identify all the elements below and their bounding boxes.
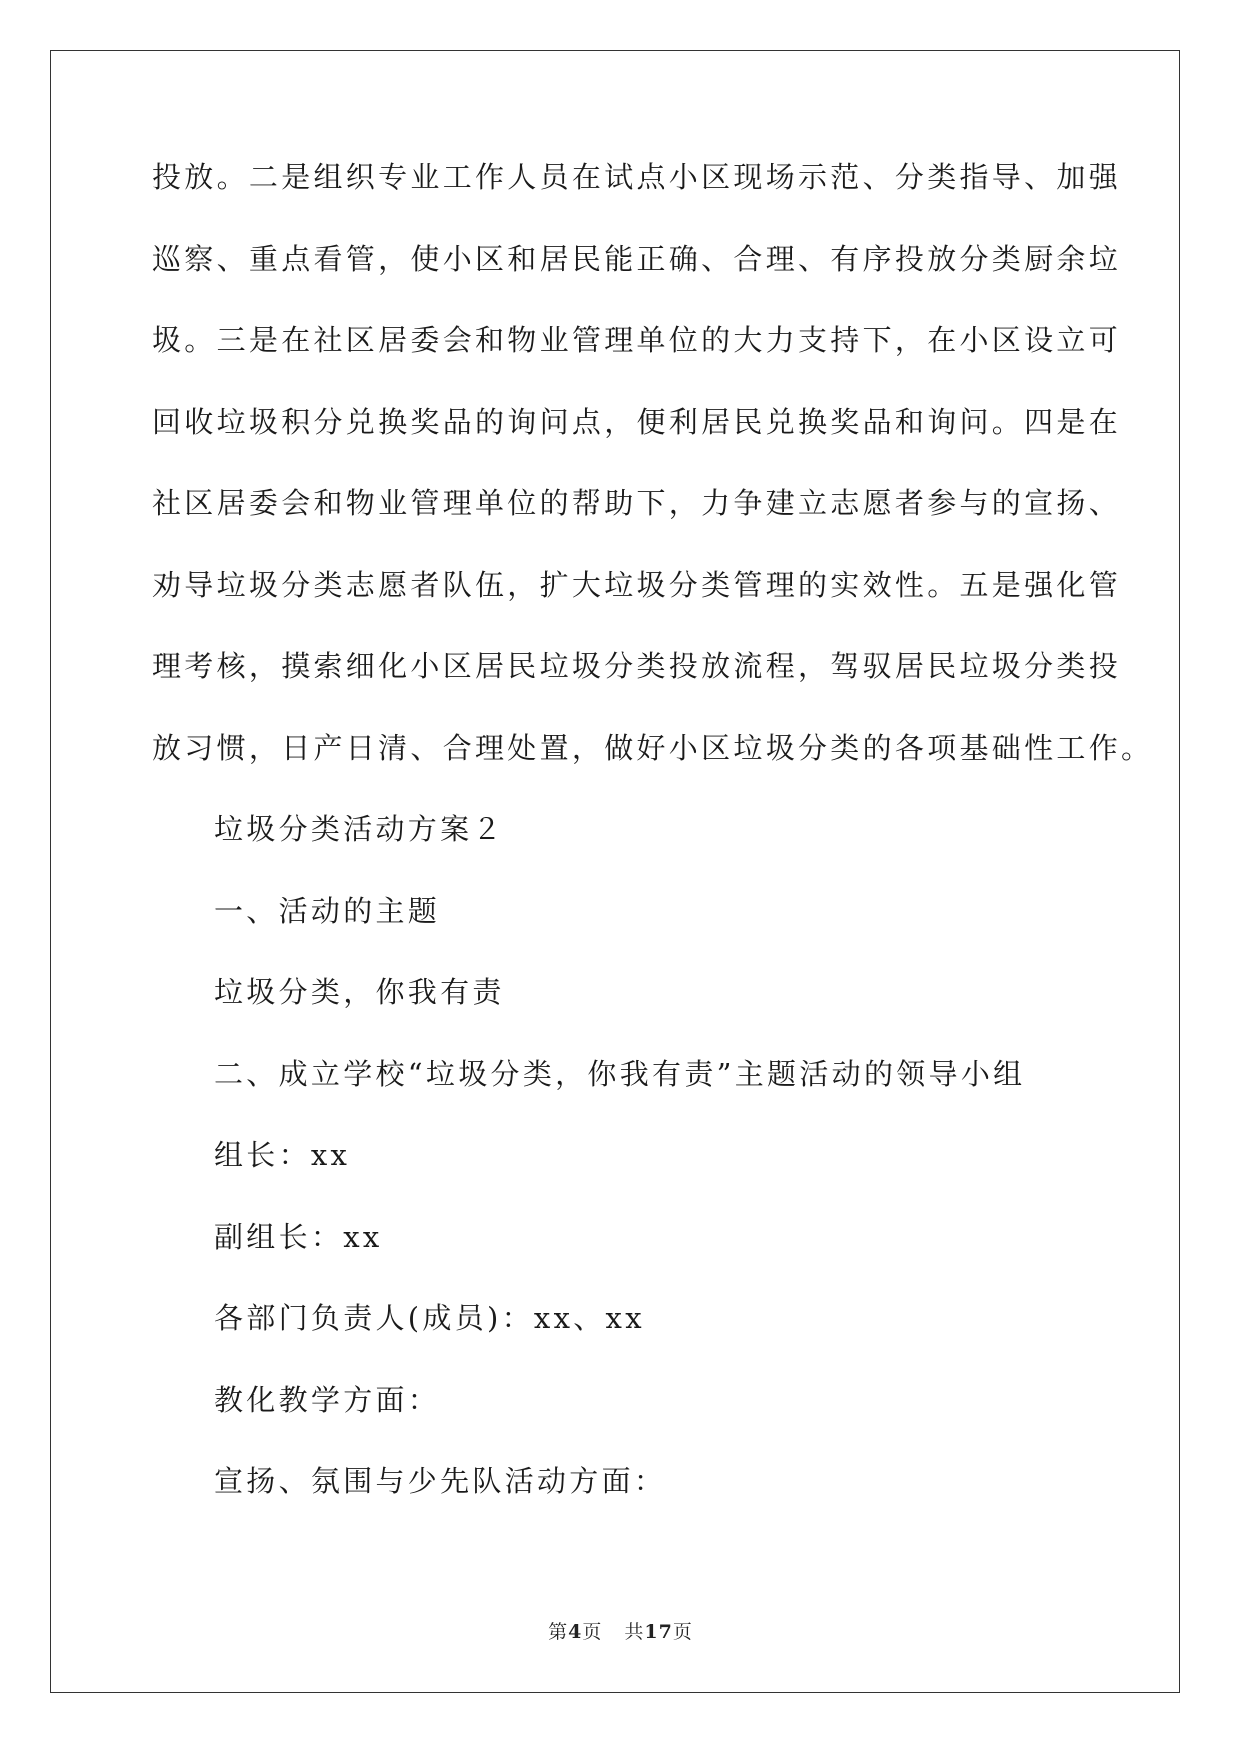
body-line-7: 理考核，摸索细化小区居民垃圾分类投放流程，驾驭居民垃圾分类投 xyxy=(152,649,1122,683)
body-line-8: 放习惯，日产日清、合理处置，做好小区垃圾分类的各项基础性工作。 xyxy=(152,730,1154,765)
footer-page-suffix: 页 xyxy=(582,1621,603,1643)
section-title: 垃圾分类活动方案２ xyxy=(214,812,505,846)
footer-total-prefix: 共 xyxy=(624,1621,645,1643)
footer-prefix: 第 xyxy=(548,1621,569,1643)
body-line-2: 巡察、重点看管，使小区和居民能正确、合理、有序投放分类厨余垃 xyxy=(152,241,1122,276)
deputy-group-leader: 副组长：xx xyxy=(214,1219,383,1254)
current-page-number: 4 xyxy=(568,1621,583,1643)
teaching-aspect: 教化教学方面： xyxy=(214,1382,441,1417)
publicity-aspect: 宣扬、氛围与少先队活动方面： xyxy=(214,1464,667,1498)
heading-theme: 一、活动的主题 xyxy=(214,893,441,928)
page-footer xyxy=(0,1617,1241,1644)
body-line-6: 劝导垃圾分类志愿者队伍，扩大垃圾分类管理的实效性。五是强化管 xyxy=(152,567,1122,602)
body-line-5: 社区居委会和物业管理单位的帮助下，力争建立志愿者参与的宣扬、 xyxy=(152,486,1122,520)
heading-leadership-group: 二、成立学校“垃圾分类，你我有责”主题活动的领导小组 xyxy=(214,1056,1026,1091)
theme-text: 垃圾分类，你我有责 xyxy=(214,975,505,1009)
group-leader: 组长：xx xyxy=(214,1138,351,1172)
body-line-4: 回收垃圾积分兑换奖品的询问点，便利居民兑换奖品和询问。四是在 xyxy=(152,404,1122,439)
document-body xyxy=(152,160,1154,1549)
body-line-1: 投放。二是组织专业工作人员在试点小区现场示范、分类指导、加强 xyxy=(152,160,1122,194)
department-members: 各部门负责人(成员)：xx、xx xyxy=(214,1301,645,1335)
footer-total-suffix: 页 xyxy=(672,1621,693,1643)
body-line-3: 圾。三是在社区居委会和物业管理单位的大力支持下，在小区设立可 xyxy=(152,323,1122,357)
total-page-count: 17 xyxy=(644,1621,673,1643)
